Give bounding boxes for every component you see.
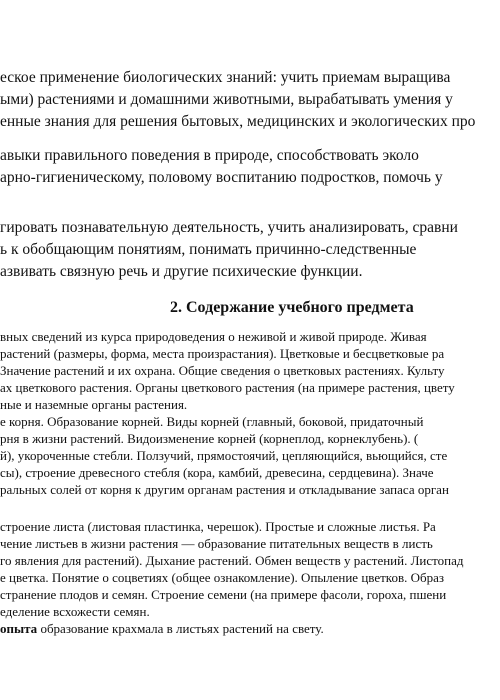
section-heading: 2. Содержание учебного предмета	[170, 299, 414, 316]
content-line: рня в жизни растений. Видоизменение корней (корнеплод, корнеклубень). (	[0, 431, 419, 446]
intro-line: авыки правильного поведения в природе, способствовать эколо	[0, 147, 419, 164]
intro-line: енные знания для решения бытовых, медицинских и экологических про	[0, 113, 476, 130]
content-line: вных сведений из курса природоведения о неживой и живой природе. Живая	[0, 329, 427, 344]
content-line: ные и наземные органы растения.	[0, 397, 188, 412]
content-line: го явления для растений). Дыхание растений. Обмен веществ у растений. Листопад	[0, 553, 464, 568]
intro-line: азвивать связную речь и другие психические функции.	[0, 263, 363, 280]
experiment-text: образование крахмала в листьях растений на свету.	[37, 621, 324, 636]
content-line: ральных солей от корня к другим органам растения и откладывание запаса орган	[0, 482, 449, 497]
content-line: растений (размеры, форма, места произрастания). Цветковые и бесцветковые ра	[0, 346, 445, 361]
content-line: й), укороченные стебли. Ползучий, прямостоячий, цепляющийся, вьющийся, сте	[0, 448, 448, 463]
content-line: е цветка. Понятие о соцветиях (общее ознакомление). Опыление цветков. Образ	[0, 570, 444, 585]
content-line: чение листьев в жизни растения — образование питательных веществ в листь	[0, 536, 433, 551]
experiment-label: опыта	[0, 621, 38, 636]
content-line: строение листа (листовая пластинка, черешок). Простые и сложные листья. Ра	[0, 519, 436, 534]
intro-line: ь к обобщающим понятиям, понимать причинно-следственные	[0, 241, 417, 258]
content-line-experiment	[0, 620, 500, 637]
content-line: Значение растений и их охрана. Общие сведения о цветковых растениях. Культу	[0, 363, 445, 378]
intro-line: еское применение биологических знаний: учить приемам выращива	[0, 69, 451, 86]
content-line: ах цветкового растения. Органы цветкового растения (на примере растения, цвету	[0, 380, 455, 395]
intro-line: гировать познавательную деятельность, учить анализировать, сравни	[0, 219, 458, 236]
intro-line: ыми) растениями и домашними животными, вырабатывать умения у	[0, 91, 453, 108]
intro-line: арно-гигиеническому, половому воспитанию подростков, помочь у	[0, 169, 443, 186]
content-line: странение плодов и семян. Строение семени (на примере фасоли, гороха, пшени	[0, 587, 447, 602]
content-line: сы), строение древесного стебля (кора, камбий, древесина, сердцевина). Значе	[0, 465, 434, 480]
content-line: е корня. Образование корней. Виды корней (главный, боковой, придаточный	[0, 414, 424, 429]
content-line: еделение всхожести семян.	[0, 604, 150, 619]
